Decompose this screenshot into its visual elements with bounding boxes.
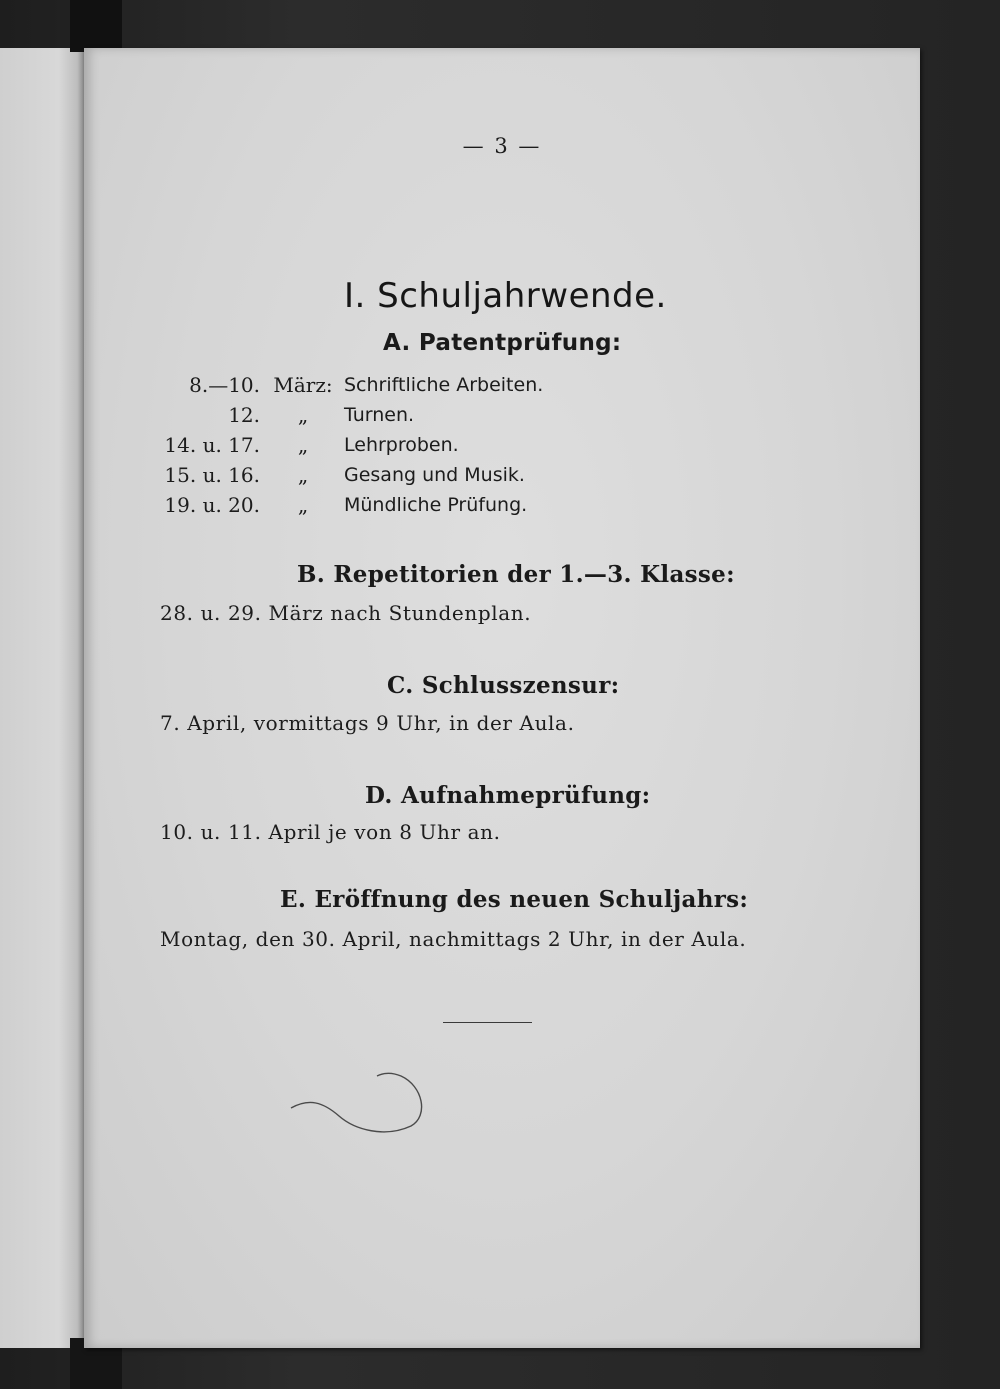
schedule-date: 19. u. 20. xyxy=(164,493,260,517)
schedule-row xyxy=(144,460,543,490)
section-e-text: Montag, den 30. April, nachmittags 2 Uhr, in der Aula. xyxy=(160,927,747,951)
section-a-heading: A. Patentprüfung: xyxy=(383,330,622,356)
section-d-text: 10. u. 11. April je von 8 Uhr an. xyxy=(160,820,501,844)
closing-rule xyxy=(443,1022,532,1023)
schedule-month: „ xyxy=(297,463,309,487)
page-number-text: — 3 — xyxy=(462,134,542,158)
schedule-date: 12. xyxy=(228,403,260,427)
schedule-row xyxy=(144,400,543,430)
schedule-row xyxy=(144,490,543,520)
exam-schedule xyxy=(144,370,543,520)
page-number xyxy=(84,134,920,158)
schedule-month: März: xyxy=(273,373,333,397)
schedule-month: „ xyxy=(297,403,309,427)
schedule-event: Lehrproben. xyxy=(344,434,459,456)
schedule-event: Schriftliche Arbeiten. xyxy=(344,374,544,396)
book-spine-top xyxy=(70,0,122,52)
facing-page-edge xyxy=(0,48,84,1348)
schedule-month: „ xyxy=(297,493,309,517)
schedule-row xyxy=(144,370,543,400)
section-e-heading: E. Eröffnung des neuen Schuljahrs: xyxy=(280,886,749,913)
section-d-heading: D. Aufnahmeprüfung: xyxy=(365,782,651,809)
document-page xyxy=(84,48,920,1348)
schedule-date: 15. u. 16. xyxy=(164,463,260,487)
schedule-month: „ xyxy=(297,433,309,457)
schedule-event: Mündliche Prüfung. xyxy=(344,494,528,516)
section-c-heading: C. Schlusszensur: xyxy=(387,672,620,699)
chapter-title: I. Schuljahrwende. xyxy=(344,276,667,316)
section-c-text: 7. April, vormittags 9 Uhr, in der Aula. xyxy=(160,711,575,735)
schedule-event: Gesang und Musik. xyxy=(344,464,525,486)
pencil-squiggle-mark xyxy=(289,1068,429,1138)
schedule-date: 8.—10. xyxy=(189,373,260,397)
schedule-event: Turnen. xyxy=(344,404,415,426)
schedule-row xyxy=(144,430,543,460)
schedule-date: 14. u. 17. xyxy=(164,433,260,457)
section-b-text: 28. u. 29. März nach Stundenplan. xyxy=(160,601,532,625)
section-b-heading: B. Repetitorien der 1.—3. Klasse: xyxy=(297,561,735,588)
